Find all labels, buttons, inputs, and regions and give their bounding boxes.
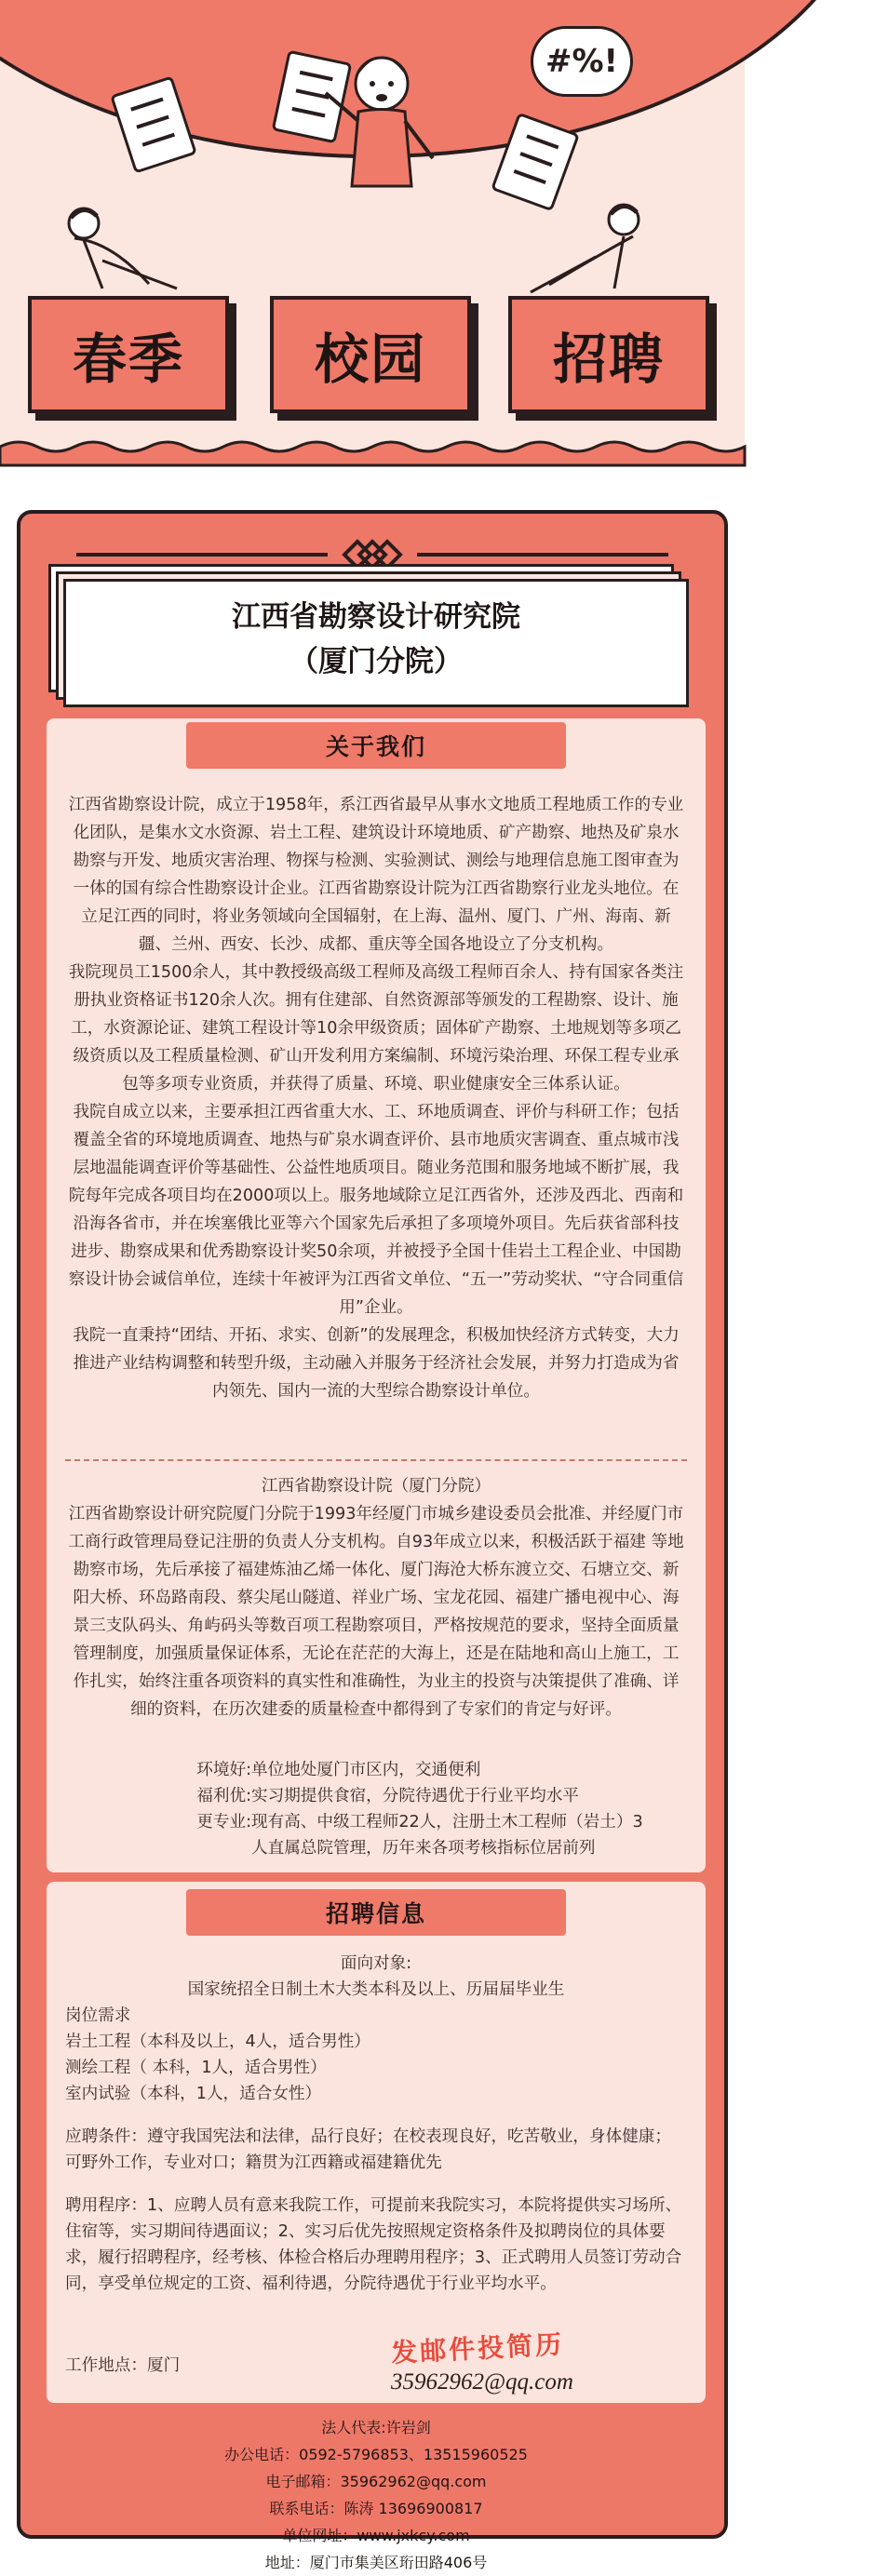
contact-label: 法人代表: [321,2419,386,2436]
contact-row [20,2549,732,2576]
benefits-list [130,1757,652,1861]
branch-text [65,1472,687,1724]
contact-value[interactable]: www.jxkcy.com [357,2527,470,2544]
title-recruit: 招聘 [508,296,709,413]
position-item: 测绘工程（ 本科，1人，适合男性） [65,2059,327,2077]
positions-label: 岗位需求 [65,2006,131,2025]
stamp-text: 发邮件投简历 [390,2328,565,2369]
exclaim-text: #%! [545,43,619,80]
contact-row [20,2414,732,2441]
contact-value[interactable]: 陈涛 13696900817 [343,2500,483,2517]
benefit-label: 福利优: [196,1787,251,1805]
exclaim-bubble [531,26,633,97]
branch-title: 江西省勘察设计院（厦门分院） [261,1477,491,1496]
contact-value: 许岩剑 [385,2419,431,2436]
conditions-text: 应聘条件：遵守我国宪法和法律，品行良好；在校表现良好，吃苦敬业，身体健康；可野外工作，专业对口；籍贯为江西籍或福建籍优先 [65,2127,671,2172]
position-item: 岩土工程（本科及以上，4人，适合男性） [65,2033,370,2051]
contact-label: 办公电话： [224,2446,300,2463]
about-heading: 关于我们 [186,722,566,769]
target-label: 面向对象: [340,1954,412,1973]
contact-label: 单位网址： [282,2527,357,2544]
reclining-person-icon [47,195,186,307]
about-panel [47,718,706,1872]
benefit-row [130,1757,652,1783]
wave-divider [0,437,745,465]
benefit-value: 实习期提供食宿，分院待遇优于行业平均水平 [251,1787,579,1805]
contact-value[interactable]: 0592-5796853、13515960525 [299,2446,528,2463]
recruit-text [65,1951,687,2297]
about-paragraph: 我院一直秉持“团结、开拓、求实、创新”的发展理念，积极加快经济方式转变，大力推进产业结构调整和转型升级，主动融入并服务于经济社会发展，并努力打造成为省内领先、国内一流的大型综合勘察设计单位。 [73,1326,680,1401]
title-campus: 校园 [270,296,471,413]
decor-line [417,553,668,557]
email-stamp [391,2327,642,2401]
contact-row [20,2495,732,2522]
about-paragraph: 我院现员工1500余人，其中教授级高级工程师及高级工程师百余人、持有国家各类注册执业资格证书120余人次。拥有住建部、自然资源部等颁发的工程勘察、设计、施工，水资源论证、建筑工程设计等10余甲级资质；固体矿产勘察、土地规划等多项乙级资质以及工程质量检测、矿山开发利用方案编制、环境污染治理、环保工程专业承包等多项专业资质，并获得了质量、环境、职业健康安全三体系认证。 [68,963,684,1093]
contact-info [20,2414,732,2576]
contact-label: 地址： [264,2554,310,2571]
branch-paragraph: 江西省勘察设计研究院厦门分院于1993年经厦门市城乡建设委员会批准、并经厦门市工商行政管理局登记注册的负责人分支机构。自93年成立以来，积极活跃于福建 等地勘察市场，先后承接了福建炼油乙烯一体化、厦门海沧大桥东渡立交、石塘立交、新阳大桥、环岛路南段、蔡尖尾山隧道、祥业广场、宝龙花园、福建广播电视中心、海景三支队码头、角屿码头等数百项工程勘察项目，严格按规范的要求，坚持全面质量管理制度，加强质量保证体系，无论在茫茫的大海上，还是在陆地和高山上施工，工作扎实，始终注重各项资料的真实性和准确性，为业主的投资与决策提供了准确、详细的资料，在历次建委的质量检查中都得到了专家们的肯定与好评。 [68,1505,684,1719]
about-paragraph: 江西省勘察设计院，成立于1958年，系江西省最早从事水文地质工程地质工作的专业化团队，是集水文水资源、岩土工程、建筑设计环境地质、矿产勘察、地热及矿泉水勘察与开发、地质灾害治理、物探与检测、实验测试、测绘与地理信息施工图审查为一体的国有综合性勘察设计企业。江西省勘察设计院为江西省勘察行业龙头地位。在立足江西的同时，将业务领域向全国辐射，在上海、温州、厦门、广州、海南、新疆、兰州、西安、长沙、成都、重庆等全国各地设立了分支机构。 [68,796,684,954]
reclining-person-icon [521,195,670,307]
benefit-label: 更专业: [196,1813,251,1831]
contact-value: 厦门市集美区珩田路406号 [309,2554,488,2571]
organization-name [66,595,686,684]
organization-name-line1: 江西省勘察设计研究院 [232,600,520,634]
work-place: 工作地点：厦门 [65,2356,181,2375]
process-text: 聘用程序：1、应聘人员有意来我院工作，可提前来我院实习，本院将提供实习场所、住宿等，实习期间待遇面议；2、实习后优先按照规定资格条件及拟聘岗位的具体要求，履行招聘程序，经考核、体检合格后办理聘用程序；3、正式聘用人员签订劳动合同，享受单位规定的工资、福利待遇，分院待遇优于行业平均水平。 [65,2196,682,2293]
contact-value[interactable]: 35962962@qq.com [340,2473,487,2490]
recruit-heading: 招聘信息 [186,1889,566,1936]
organization-name-box [63,579,689,707]
header-banner [0,0,745,465]
title-row [0,296,745,436]
about-text [65,791,687,1405]
benefit-row [130,1809,652,1861]
contact-row [20,2468,732,2495]
decor-line [76,553,328,557]
main-card [17,510,728,2571]
organization-name-line2: （厦门分院） [289,645,463,678]
section-divider [65,1459,687,1461]
contact-label: 联系电话： [269,2500,344,2517]
contact-label: 电子邮箱： [265,2473,341,2490]
contact-row [20,2522,732,2549]
benefit-value: 单位地处厦门市区内，交通便利 [251,1761,481,1779]
title-spring: 春季 [28,296,229,413]
position-item: 室内试验（本科，1人，适合女性） [65,2085,322,2103]
benefit-label: 环境好: [196,1761,251,1779]
stamp-email[interactable]: 35962962@qq.com [391,2369,573,2395]
target-text: 国家统招全日制土木大类本科及以上、历届届毕业生 [187,1980,565,1999]
benefit-value: 现有高、中级工程师22人，注册土木工程师（岩土）3人直属总院管理，历年来各项考核指标位居前列 [251,1813,643,1858]
benefit-row [130,1783,652,1809]
recruit-panel [47,1882,706,2403]
about-paragraph: 我院自成立以来，主要承担江西省重大水、工、环地质调查、评价与科研工作；包括覆盖全省的环境地质调查、地热与矿泉水调查评价、县市地质灾害调查、重点城市浅层地温能调查评价等基础性、公益性地质项目。随业务范围和服务地域不断扩展，我院每年完成各项目均在2000项以上。服务地域除立足江西省外，还涉及西北、西南和沿海各省市，并在埃塞俄比亚等六个国家先后承担了多项境外项目。先后获省部科技进步、勘察成果和优秀勘察设计奖50余项，并被授予全国十佳岩土工程企业、中国勘察设计协会诚信单位，连续十年被评为江西省文单位、“五一”劳动奖状、“守合同重信用”企业。 [68,1103,684,1317]
stressed-person-icon [307,37,447,223]
contact-row [20,2441,732,2468]
